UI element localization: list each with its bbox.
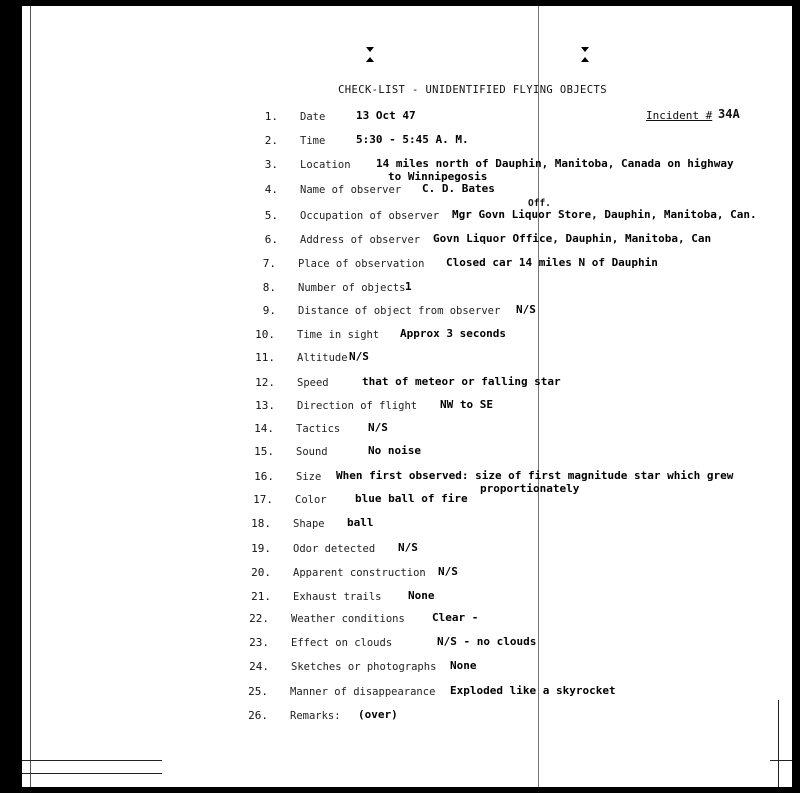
item-number: 13.	[255, 399, 275, 412]
item-value: C. D. Bates	[422, 182, 495, 195]
checklist-item	[0, 470, 800, 490]
checklist-item	[0, 709, 800, 729]
item-label: Speed	[297, 377, 329, 389]
item-value: N/S	[349, 350, 369, 363]
item-value: Mgr Govn Liquor Store, Dauphin, Manitoba, Can.	[452, 208, 757, 221]
checklist-item	[0, 183, 800, 203]
item-label: Location	[300, 159, 351, 171]
item-number: 8.	[262, 281, 276, 294]
item-value: Closed car 14 miles N of Dauphin	[446, 256, 658, 269]
scan-border-bottom	[0, 787, 800, 793]
item-label: Color	[295, 494, 327, 506]
registration-mark-left-bottom	[366, 57, 374, 62]
item-label: Distance of object from observer	[298, 305, 501, 317]
item-value: N/S	[438, 565, 458, 578]
item-label: Sound	[296, 446, 328, 458]
checklist-item	[0, 542, 800, 562]
item-value-continuation: to Winnipegosis	[388, 170, 488, 183]
item-label: Name of observer	[300, 184, 402, 196]
checklist-item	[0, 399, 800, 419]
item-value: None	[408, 589, 435, 602]
checklist-item	[0, 351, 800, 371]
item-value: (over)	[358, 708, 398, 721]
checklist-item	[0, 660, 800, 680]
item-number: 18.	[251, 517, 271, 530]
checklist-item	[0, 422, 800, 442]
item-number: 17.	[253, 493, 273, 506]
item-number: 3.	[264, 158, 278, 171]
checklist-item	[0, 612, 800, 632]
item-number: 12.	[255, 376, 275, 389]
item-value: ball	[347, 516, 374, 529]
item-label: Tactics	[296, 423, 341, 435]
item-number: 25.	[248, 685, 268, 698]
item-label: Sketches or photographs	[291, 661, 437, 673]
item-number: 22.	[249, 612, 269, 625]
item-label: Odor detected	[293, 543, 376, 555]
item-number: 15.	[254, 445, 274, 458]
item-value: 13 Oct 47	[356, 109, 416, 122]
item-value: Exploded like a skyrocket	[450, 684, 616, 697]
item-number: 4.	[264, 183, 278, 196]
item-label: Effect on clouds	[291, 637, 393, 649]
item-number: 5.	[264, 209, 278, 222]
item-value: 1	[405, 280, 412, 293]
item-value: 14 miles north of Dauphin, Manitoba, Canada on highway	[376, 157, 734, 170]
item-label: Size	[296, 471, 322, 483]
item-value: 5:30 - 5:45 A. M.	[356, 133, 469, 146]
item-number: 26.	[248, 709, 268, 722]
item-number: 9.	[262, 304, 276, 317]
checklist-item	[0, 257, 800, 277]
item-number: 10.	[255, 328, 275, 341]
checklist-item	[0, 134, 800, 154]
checklist-item	[0, 445, 800, 465]
document-title: CHECK-LIST - UNIDENTIFIED FLYING OBJECTS	[338, 84, 607, 96]
registration-mark-right-bottom	[581, 57, 589, 62]
item-value: N/S	[368, 421, 388, 434]
item-label: Address of observer	[300, 234, 421, 246]
checklist-item	[0, 590, 800, 610]
item-label: Occupation of observer	[300, 210, 440, 222]
item-number: 23.	[249, 636, 269, 649]
item-value: No noise	[368, 444, 421, 457]
checklist-item	[0, 636, 800, 656]
item-label: Direction of flight	[297, 400, 418, 412]
item-label: Time	[300, 135, 326, 147]
margin-rule-bottom-2	[22, 773, 162, 774]
checklist-item	[0, 281, 800, 301]
checklist-item	[0, 685, 800, 705]
item-value: Govn Liquor Office, Dauphin, Manitoba, Can	[433, 232, 712, 245]
checklist-item	[0, 110, 800, 130]
item-value: N/S - no clouds	[437, 635, 537, 648]
checklist-item	[0, 493, 800, 513]
item-value-continuation: proportionately	[480, 482, 580, 495]
checklist-item	[0, 517, 800, 537]
item-number: 2.	[264, 134, 278, 147]
item-number: 24.	[249, 660, 269, 673]
item-label: Number of objects	[298, 282, 406, 294]
checklist-item	[0, 376, 800, 396]
item-number: 6.	[264, 233, 278, 246]
item-number: 21.	[251, 590, 271, 603]
item-label: Altitude	[297, 352, 348, 364]
checklist-item	[0, 328, 800, 348]
incident-label: Incident #	[646, 109, 713, 122]
item-number: 14.	[254, 422, 274, 435]
item-label: Exhaust trails	[293, 591, 382, 603]
incident-number: 34A	[718, 107, 740, 121]
item-label: Time in sight	[297, 329, 380, 341]
item-value: N/S	[516, 303, 536, 316]
item-number: 1.	[264, 110, 278, 123]
item-value: When first observed: size of first magnitude star which grew	[336, 469, 734, 482]
item-label: Apparent construction	[293, 567, 426, 579]
item-label: Shape	[293, 518, 325, 530]
item-label: Manner of disappearance	[290, 686, 436, 698]
item-label: Weather conditions	[291, 613, 405, 625]
registration-mark-right-top	[581, 47, 589, 52]
registration-mark-left-top	[366, 47, 374, 52]
item-number: 16.	[254, 470, 274, 483]
item-number: 11.	[255, 351, 275, 364]
item-value: NW to SE	[440, 398, 493, 411]
checklist-item	[0, 304, 800, 324]
item-value: None	[450, 659, 477, 672]
item-value: Clear -	[432, 611, 479, 624]
item-number: 19.	[251, 542, 271, 555]
item-number: 7.	[262, 257, 276, 270]
item-label: Place of observation	[298, 258, 425, 270]
margin-rule-bottom	[22, 760, 162, 761]
item-value: blue ball of fire	[355, 492, 468, 505]
handwritten-correction: Off.	[528, 198, 551, 209]
scan-border-top	[0, 0, 800, 6]
checklist-item	[0, 233, 800, 253]
item-value: that of meteor or falling star	[362, 375, 561, 388]
checklist-item	[0, 566, 800, 586]
item-label: Remarks:	[290, 710, 341, 722]
item-value: N/S	[398, 541, 418, 554]
item-number: 20.	[251, 566, 271, 579]
checklist-item	[0, 209, 800, 229]
margin-rule-right	[770, 760, 792, 761]
item-label: Date	[300, 111, 326, 123]
item-value: Approx 3 seconds	[400, 327, 506, 340]
